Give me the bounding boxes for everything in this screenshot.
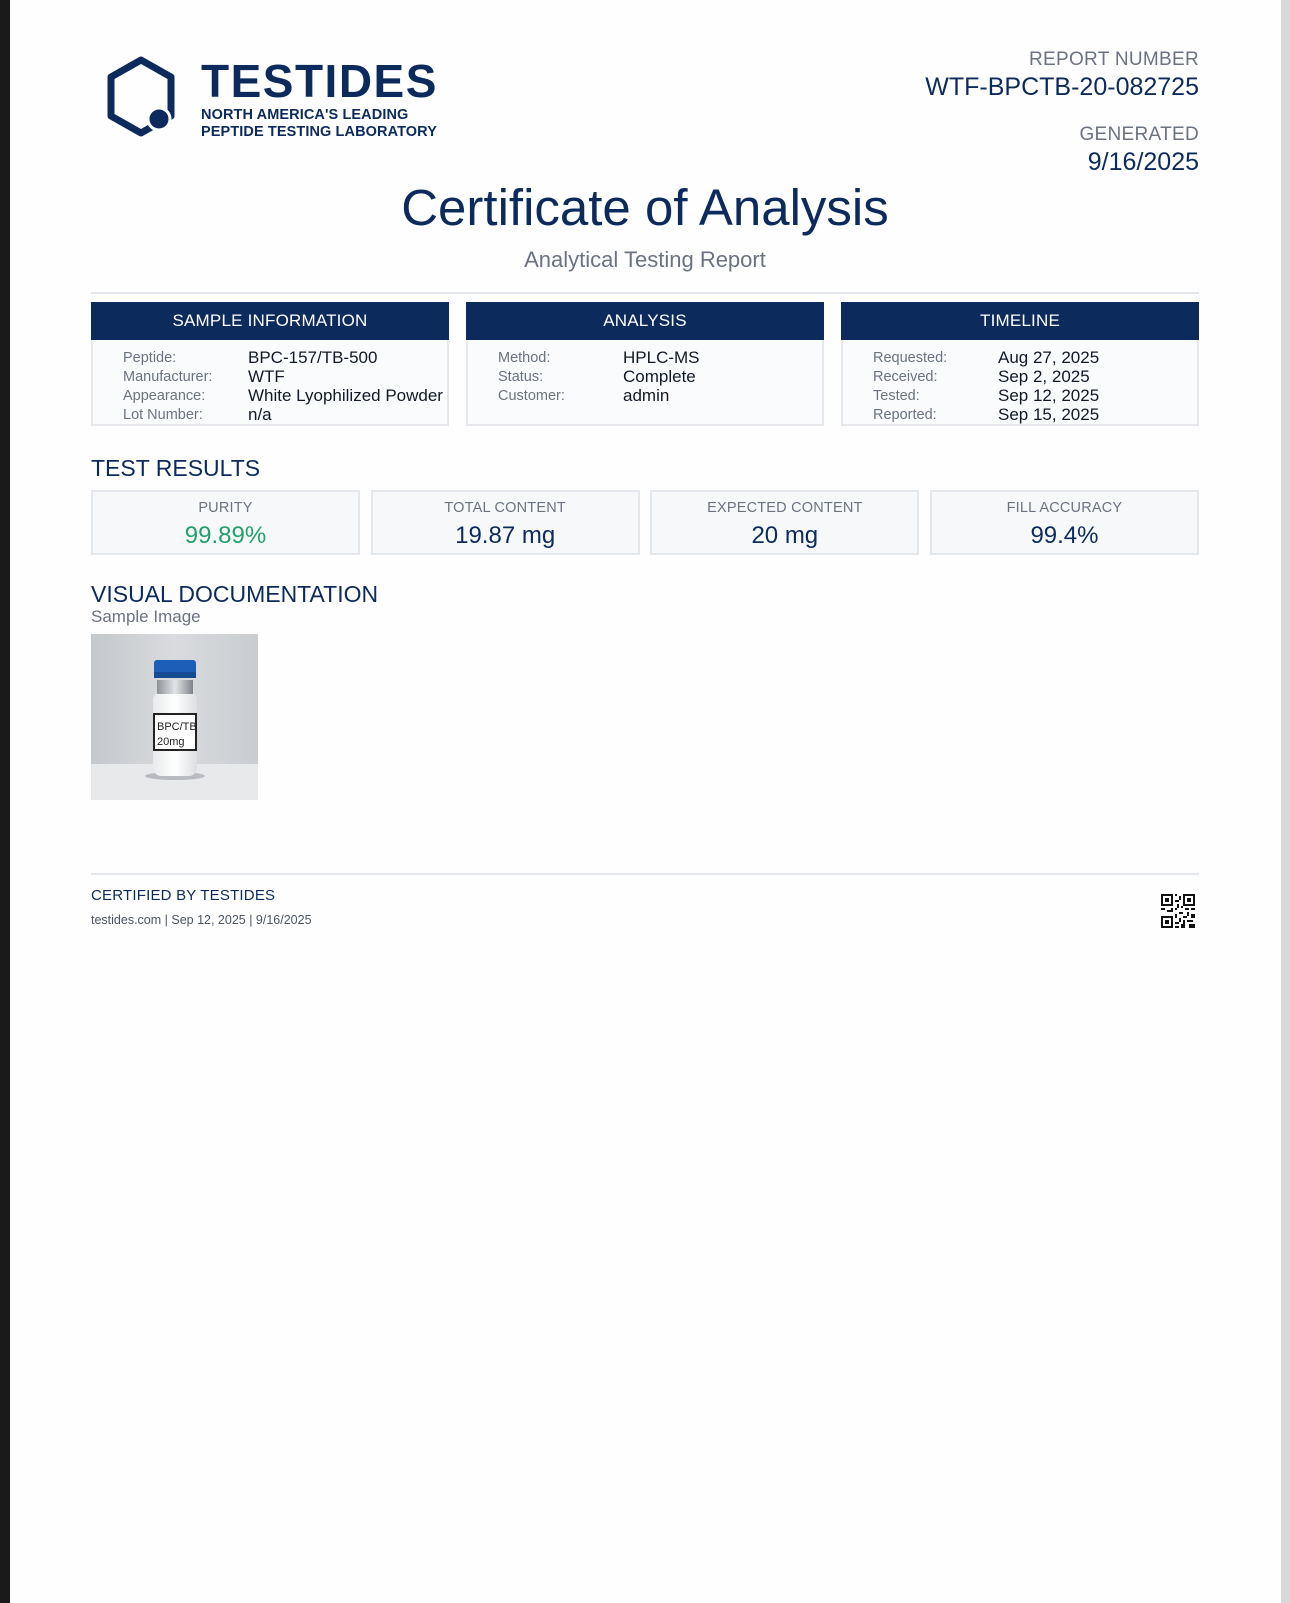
test-results (91, 490, 1199, 555)
result-value: 20 mg (751, 522, 819, 549)
result-card-fill-accuracy (930, 490, 1199, 555)
info-panels (91, 302, 1199, 426)
info-row (123, 405, 447, 424)
info-row (123, 367, 447, 386)
report-number-label: REPORT NUMBER (1028, 49, 1199, 70)
info-row (123, 386, 447, 405)
row-value: BPC-157/TB-500 (248, 347, 378, 367)
row-value: Sep 2, 2025 (998, 366, 1090, 386)
row-key: Manufacturer: (123, 368, 213, 385)
panel-heading: ANALYSIS (466, 302, 824, 340)
row-value: White Lyophilized Powder (248, 385, 443, 405)
footer-divider (91, 873, 1199, 875)
row-value: Sep 12, 2025 (998, 385, 1100, 405)
sample-image-label: Sample Image (91, 607, 201, 626)
header-divider (91, 292, 1199, 294)
page-subtitle: Analytical Testing Report (524, 247, 766, 272)
result-card-purity (91, 490, 360, 555)
sample-vial-photo (91, 634, 258, 800)
result-label: TOTAL CONTENT (444, 500, 566, 516)
vial-label-line2: 20mg (157, 736, 185, 748)
row-key: Customer: (498, 387, 565, 404)
row-value: Complete (623, 366, 696, 386)
result-label: FILL ACCURACY (1006, 500, 1123, 516)
brand-tagline-line1: NORTH AMERICA'S LEADING (201, 107, 409, 123)
row-key: Received: (873, 368, 938, 385)
row-key: Appearance: (123, 387, 206, 404)
result-label: PURITY (198, 500, 253, 516)
panel-analysis (466, 302, 824, 426)
panel-heading: TIMELINE (841, 302, 1199, 340)
row-key: Lot Number: (123, 406, 203, 423)
panel-timeline (841, 302, 1199, 426)
row-value: Sep 15, 2025 (998, 404, 1100, 424)
row-key: Peptide: (123, 349, 177, 366)
result-label: EXPECTED CONTENT (707, 500, 863, 516)
testides-logo (105, 56, 438, 140)
brand-tagline-line2: PEPTIDE TESTING LABORATORY (201, 123, 437, 140)
row-key: Tested: (873, 387, 920, 404)
generated-date: 9/16/2025 (1087, 148, 1199, 176)
visual-documentation-heading: VISUAL DOCUMENTATION (91, 581, 379, 607)
vial-label-line1: BPC/TB (157, 721, 197, 733)
panel-heading: SAMPLE INFORMATION (91, 302, 449, 340)
result-card-total-content (371, 490, 640, 555)
info-row (498, 348, 822, 367)
result-value: 99.4% (1030, 522, 1099, 549)
page-title: Certificate of Analysis (401, 179, 889, 236)
report-number: WTF-BPCTB-20-082725 (925, 73, 1199, 101)
row-value: n/a (248, 404, 272, 424)
result-card-expected-content (650, 490, 919, 555)
certificate-page (10, 0, 1281, 1603)
info-row (873, 348, 1197, 367)
info-row (498, 367, 822, 386)
row-value: Aug 27, 2025 (998, 347, 1100, 367)
row-key: Reported: (873, 406, 937, 423)
brand-name: TESTIDES (201, 55, 438, 107)
panel-sample-information (91, 302, 449, 426)
qr-code-icon (1161, 894, 1195, 928)
row-key: Status: (498, 368, 544, 385)
info-row (123, 348, 447, 367)
row-value: HPLC-MS (623, 347, 700, 367)
result-value: 99.89% (184, 522, 267, 549)
certified-by: CERTIFIED BY TESTIDES (91, 887, 276, 904)
row-key: Requested: (873, 349, 948, 366)
footer-meta: testides.com | Sep 12, 2025 | 9/16/2025 (91, 913, 312, 927)
report-meta (925, 49, 1199, 177)
result-value: 19.87 mg (455, 522, 556, 549)
info-row (873, 405, 1197, 424)
row-key: Method: (498, 349, 551, 366)
hexagon-logo-icon (105, 56, 177, 138)
row-value: WTF (248, 366, 285, 386)
row-value: admin (623, 385, 670, 405)
info-row (873, 367, 1197, 386)
test-results-heading: TEST RESULTS (91, 455, 261, 481)
generated-label: GENERATED (1079, 124, 1199, 145)
info-row (873, 386, 1197, 405)
page-edge (1281, 0, 1290, 1603)
info-row (498, 386, 822, 405)
